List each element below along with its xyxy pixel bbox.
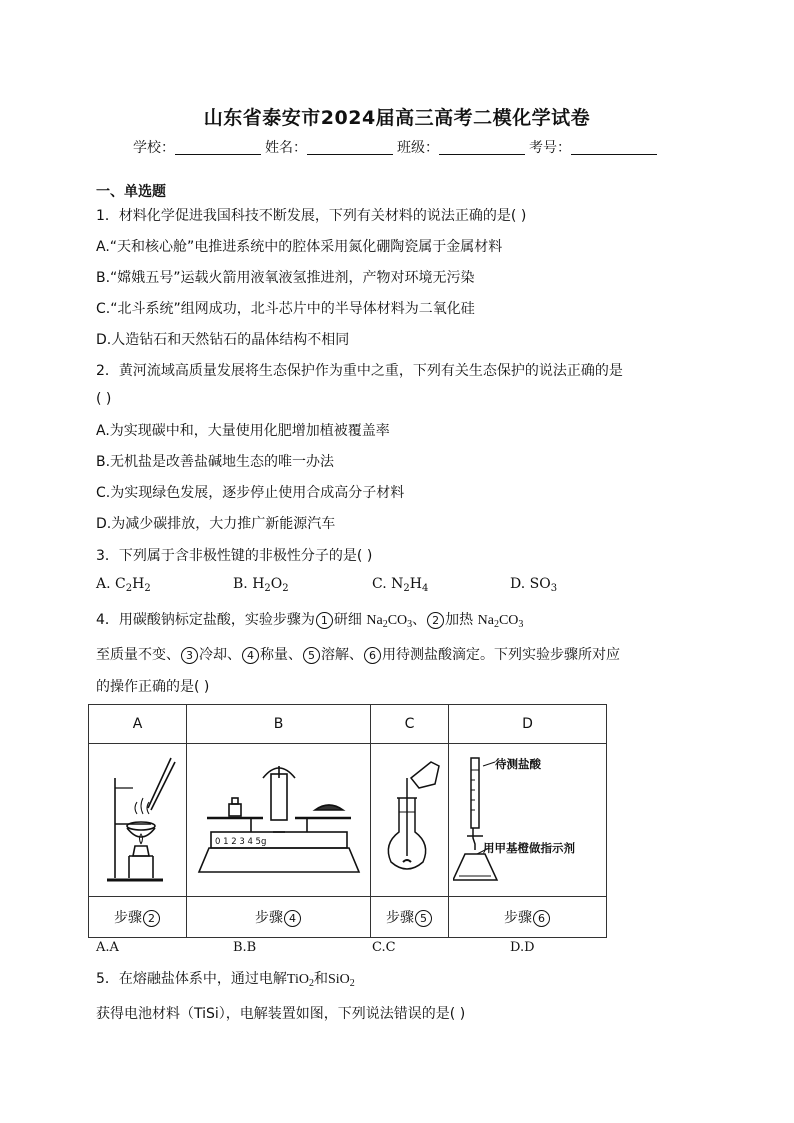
step-label-d: 步骤 6 — [449, 897, 607, 938]
q2-stem-line2: ( ) — [96, 391, 112, 407]
q4-answer-d: D.D — [510, 940, 535, 955]
titration-image — [453, 748, 603, 888]
table-header-b: B — [187, 705, 371, 744]
q4-answer-a: A.A — [96, 940, 119, 955]
q2-option-d: D.为减少碳排放，大力推广新能源汽车 — [96, 516, 336, 532]
apparatus-d-cell — [449, 744, 607, 897]
table-header-c: C — [371, 705, 449, 744]
q5-stem-line1: 5．在熔融盐体系中，通过电解TiO$_2$和SiO$_2$ — [96, 971, 355, 989]
page-title: 山东省泰安市2024届高三高考二模化学试卷 — [203, 107, 591, 129]
formula-na2co3: $Na_2CO_3$ — [477, 613, 524, 630]
class-blank[interactable] — [439, 140, 525, 155]
q3-option-d: D. $SO_3$ — [510, 576, 558, 594]
balance-image — [191, 748, 367, 888]
q2-option-b: B.无机盐是改善盐碱地生态的唯一办法 — [96, 454, 335, 470]
step-2-marker: 2 — [427, 612, 444, 629]
formula-na2co3: $Na_2CO_3$ — [366, 613, 413, 630]
q1-stem: 1．材料化学促进我国科技不断发展，下列有关材料的说法正确的是( ) — [96, 208, 527, 224]
q3-option-a: A. $C_2H_2$ — [96, 576, 151, 594]
class-label: 班级： — [397, 140, 439, 156]
q4-stem-line2: 至质量不变、 3 冷却、 4 称量、 5 溶解、 6 用待测盐酸滴定。下列实验步骤所对应 — [96, 647, 620, 663]
q2-option-a: A.为实现碳中和，大量使用化肥增加植被覆盖率 — [96, 423, 390, 439]
apparatus-c-cell — [371, 744, 449, 897]
step-4-marker: 4 — [242, 647, 259, 664]
q3-option-b: B. $H_2O_2$ — [233, 576, 289, 594]
name-label: 姓名： — [265, 140, 307, 156]
table-header-a: A — [89, 705, 187, 744]
q1-option-a: A.“天和核心舱”电推进系统中的腔体采用氮化硼陶瓷属于金属材料 — [96, 239, 503, 255]
number-label: 考号： — [529, 140, 571, 156]
step-5-marker: 5 — [303, 647, 320, 664]
q1-option-c: C.“北斗系统”组网成功，北斗芯片中的半导体材料为二氧化硅 — [96, 301, 475, 317]
q1-option-d: D.人造钻石和天然钻石的晶体结构不相同 — [96, 332, 350, 348]
q2-stem-line1: 2．黄河流域高质量发展将生态保护作为重中之重，下列有关生态保护的说法正确的是 — [96, 363, 623, 379]
step-label-b: 步骤 4 — [187, 897, 371, 938]
q3-stem: 3．下列属于含非极性键的非极性分子的是( ) — [96, 548, 373, 564]
formula-sio2: SiO$_2$ — [327, 972, 355, 989]
q4-stem-line1: 4．用碳酸钠标定盐酸，实验步骤为 1 研细 $Na_2CO_3$、 2 加热 $Na_2CO_3$ — [96, 612, 524, 630]
evaporating-dish-on-stand-image — [93, 748, 183, 888]
apparatus-a-cell — [89, 744, 187, 897]
apparatus-b-cell — [187, 744, 371, 897]
step-1-marker: 1 — [316, 612, 333, 629]
q1-option-b: B.“嫦娥五号”运载火箭用液氧液氢推进剂，产物对环境无污染 — [96, 270, 475, 286]
q4-stem-line3: 的操作正确的是( ) — [96, 679, 210, 695]
q4-answer-c: C.C — [372, 940, 396, 955]
label-test-hcl: 待测盐酸 — [494, 757, 541, 771]
step-6-marker: 6 — [364, 647, 381, 664]
formula-tio2: TiO$_2$ — [286, 972, 314, 989]
step-label-c: 步骤 5 — [371, 897, 449, 938]
q3-option-c: C. $N_2H_4$ — [372, 576, 429, 594]
q2-option-c: C.为实现绿色发展，逐步停止使用合成高分子材料 — [96, 485, 405, 501]
school-label: 学校： — [133, 140, 175, 156]
q4-answer-b: B.B — [233, 940, 257, 955]
q4-options-table — [88, 704, 607, 938]
section-heading: 一、单选题 — [96, 184, 166, 200]
student-info-row — [0, 137, 794, 157]
name-blank[interactable] — [307, 140, 393, 155]
balance-scale-text: 0 1 2 3 4 5g — [214, 837, 266, 847]
school-blank[interactable] — [175, 140, 261, 155]
label-methyl-orange: 用甲基橙做指示剂 — [482, 841, 575, 855]
number-blank[interactable] — [571, 140, 657, 155]
table-header-d: D — [449, 705, 607, 744]
q5-stem-line2: 获得电池材料（TiSi），电解装置如图，下列说法错误的是( ) — [96, 1006, 466, 1022]
volumetric-flask-image — [375, 748, 445, 888]
step-label-a: 步骤 2 — [89, 897, 187, 938]
step-3-marker: 3 — [181, 647, 198, 664]
